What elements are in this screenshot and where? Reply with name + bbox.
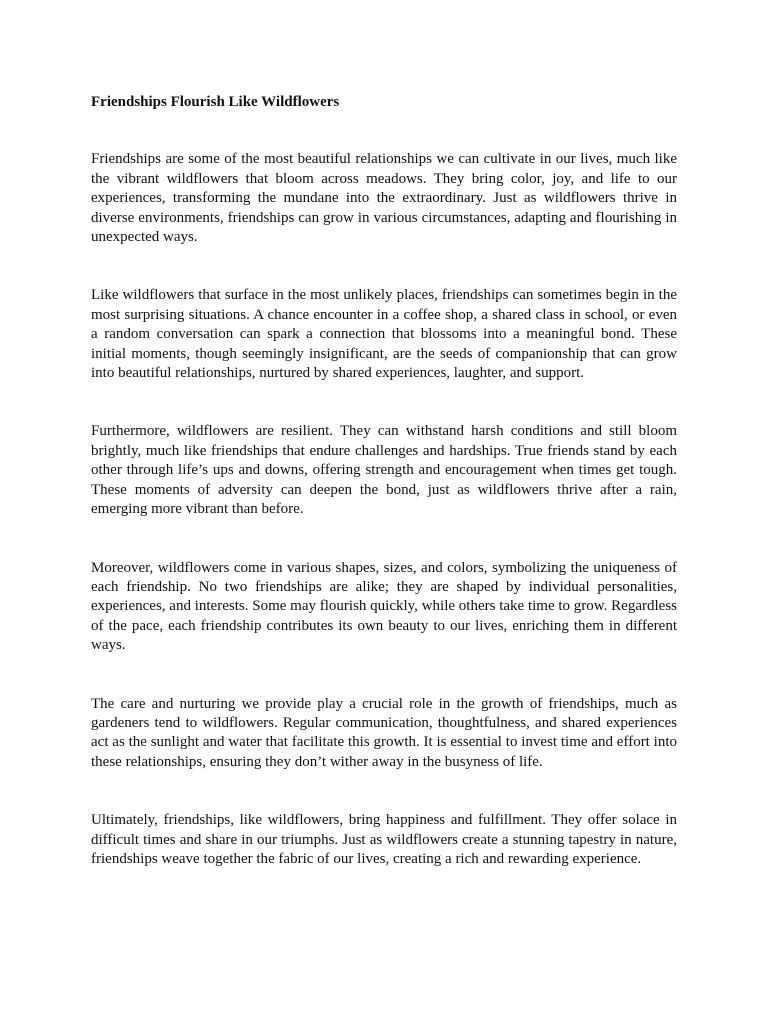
paragraph-5: The care and nurturing we provide play a crucial role in the growth of friendships, much as gardeners tend to wildflowers. Regular communication, thoughtfulness, and shared experiences act as the sunlight and water that facilitate this growth. It is essential to invest time and effort into these relationships, ensuring they don’t wither away in the busyness of life. [91,695,677,770]
paragraph-4: Moreover, wildflowers come in various shapes, sizes, and colors, symbolizing the uniqueness of each friendship. No two friendships are alike; they are shaped by individual personalities, experiences, and interests. Some may flourish quickly, while others take time to grow. Regardless of the pace, each friendship contributes its own beauty to our lives, enriching them in different ways. [91,559,677,654]
paragraph-1: Friendships are some of the most beautiful relationships we can cultivate in our lives, much like the vibrant wildflowers that bloom across meadows. They bring color, joy, and life to our experiences, transforming the mundane into the extraordinary. Just as wildflowers thrive in diverse environments, friendships can grow in various circumstances, adapting and flourishing in unexpected ways. [91,151,677,246]
paragraph-2: Like wildflowers that surface in the most unlikely places, friendships can sometimes begin in the most surprising situations. A chance encounter in a coffee shop, a shared class in school, or even a random conversation can spark a connection that blossoms into a meaningful bond. These initial moments, though seemingly insignificant, are the seeds of companionship that can grow into beautiful relationships, nurtured by shared experiences, laughter, and support. [91,287,677,382]
paragraph-3: Furthermore, wildflowers are resilient. They can withstand harsh conditions and still bloom brightly, much like friendships that endure challenges and hardships. True friends stand by each other through life’s ups and downs, offering strength and encouragement when times get tough. These moments of adversity can deepen the bond, just as wildflowers thrive after a rain, emerging more vibrant than before. [91,423,677,518]
document-body [91,93,677,908]
document-title: Friendships Flourish Like Wildflowers [91,94,340,110]
paragraph-6: Ultimately, friendships, like wildflowers, bring happiness and fulfillment. They offer solace in difficult times and share in our triumphs. Just as wildflowers create a stunning tapestry in nature, friendships weave together the fabric of our lives, creating a rich and rewarding experience. [91,812,677,867]
